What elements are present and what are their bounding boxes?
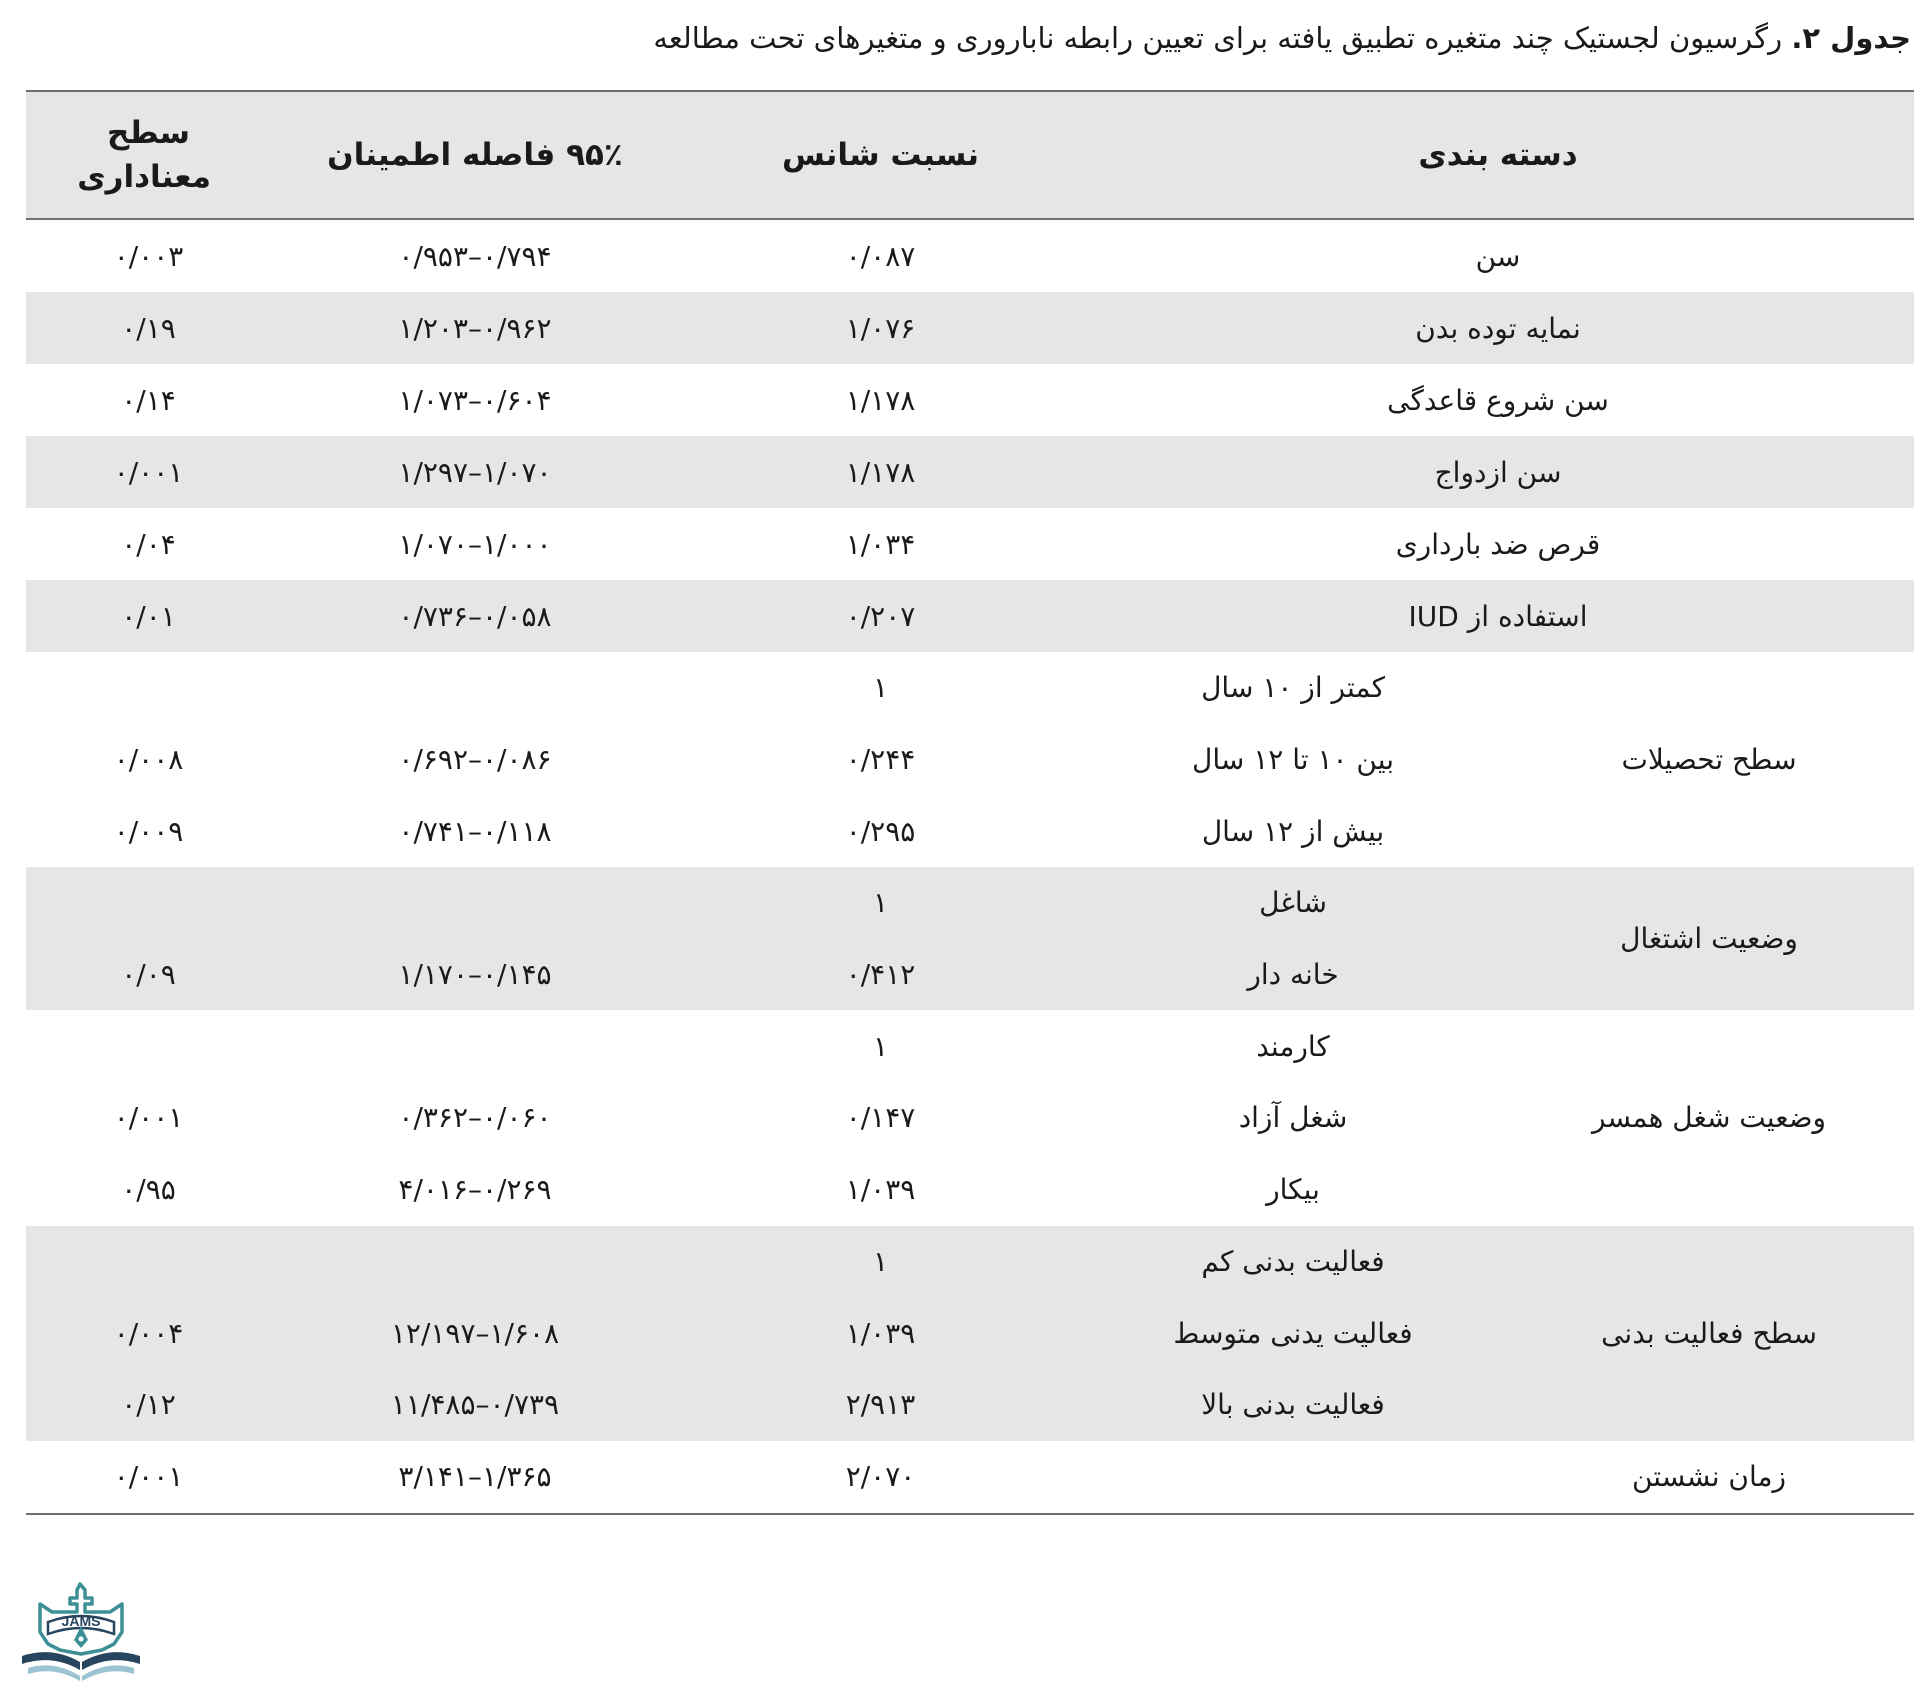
subcategory-cell: فعالیت بدنی بالا: [1082, 1369, 1504, 1441]
table-row: [26, 652, 1914, 724]
odds-cell: ۱/۰۷۶: [679, 292, 1082, 364]
odds-cell: ۰/۱۴۷: [845, 1101, 916, 1135]
table-row: [26, 219, 1914, 292]
group-name-cell: وضعیت شغل همسر: [1591, 1101, 1827, 1135]
table-row: [26, 1010, 1914, 1082]
subcategory-cell: خانه دار: [1082, 939, 1504, 1011]
sig-cell: ۰/۰۹: [26, 939, 271, 1011]
sig-cell: ۰/۰۰۱: [113, 1101, 184, 1135]
ci-cell: ۰/۷۳۹–۱۱/۴۸۵: [271, 1369, 679, 1441]
table-row: [26, 867, 1914, 939]
results-table: [26, 90, 1914, 1515]
sig-cell: [26, 1226, 271, 1298]
table-row: [26, 364, 1914, 436]
sig-cell: ۰/۱۲: [26, 1369, 271, 1441]
table-row: [26, 292, 1914, 364]
group-name-cell: سطح فعالیت بدنی: [1504, 1226, 1914, 1441]
category-cell: سن: [1475, 239, 1521, 273]
odds-cell: ۲/۹۱۳: [679, 1369, 1082, 1441]
ci-cell: ۱/۰۷۰–۱/۲۹۷: [271, 436, 679, 508]
odds-cell: ۱/۰۳۹: [679, 1297, 1082, 1369]
subcategory-cell: کمتر از ۱۰ سال: [1201, 671, 1385, 705]
sig-cell: ۰/۰۱: [26, 580, 271, 652]
header-sig: سطح معناداری: [26, 91, 271, 219]
sig-cell: ۰/۰۰۳: [113, 239, 184, 273]
subcategory-cell: بین ۱۰ تا ۱۲ سال: [1192, 743, 1394, 777]
ci-cell: ۰/۶۰۴–۱/۰۷۳: [398, 383, 552, 417]
table-row: [26, 1441, 1914, 1514]
odds-cell: ۱/۰۳۹: [845, 1173, 916, 1207]
odds-cell: ۱: [679, 867, 1082, 939]
header-ci: ۹۵٪ فاصله اطمینان: [271, 91, 679, 219]
sig-cell: ۰/۰۰۹: [113, 814, 184, 848]
category-cell: سن ازدواج: [1082, 436, 1914, 508]
ci-cell: [271, 652, 679, 724]
ci-cell: [271, 1226, 679, 1298]
ci-cell: ۱/۶۰۸–۱۲/۱۹۷: [271, 1297, 679, 1369]
odds-cell: ۰/۴۱۲: [679, 939, 1082, 1011]
sig-cell: [26, 867, 271, 939]
jams-logo: [18, 1582, 144, 1686]
ci-cell: [271, 867, 679, 939]
sig-cell: ۰/۹۵: [121, 1173, 176, 1207]
header-row: [26, 91, 1914, 219]
category-cell: نمایه توده بدن: [1082, 292, 1914, 364]
sig-cell: ۰/۱۹: [26, 292, 271, 364]
subcategory-cell: [1082, 1441, 1504, 1514]
caption-text: رگرسیون لجستیک چند متغیره تطبیق یافته برای تعیین رابطه ناباروری و متغیرهای تحت مطالعه: [653, 21, 1792, 55]
odds-cell: ۰/۲۹۵: [845, 814, 916, 848]
ci-cell: ۰/۱۴۵–۱/۱۷۰: [271, 939, 679, 1011]
subcategory-cell: فعالیت بدنی کم: [1082, 1226, 1504, 1298]
sig-cell: [26, 652, 271, 724]
ci-cell: [271, 1010, 679, 1082]
odds-cell: ۰/۲۰۷: [679, 580, 1082, 652]
odds-cell: ۰/۰۸۷: [845, 239, 916, 273]
sig-cell: [26, 1010, 271, 1082]
subcategory-cell: کارمند: [1256, 1029, 1330, 1063]
odds-cell: ۲/۰۷۰: [679, 1441, 1082, 1514]
group-name-cell: وضعیت اشتغال: [1504, 867, 1914, 1010]
logo-text: JAMS: [61, 1613, 101, 1629]
group-name-cell: زمان نشستن: [1504, 1441, 1914, 1514]
ci-cell: ۰/۰۸۶–۰/۶۹۲: [398, 743, 552, 777]
group-name-cell: سطح تحصیلات: [1621, 743, 1797, 777]
category-cell: قرص ضد بارداری: [1395, 527, 1601, 561]
odds-cell: ۱: [872, 671, 889, 705]
ci-cell: ۰/۰۵۸–۰/۷۳۶: [271, 580, 679, 652]
ci-cell: ۱/۰۰۰–۱/۰۷۰: [398, 527, 552, 561]
odds-cell: ۱/۱۷۸: [845, 383, 916, 417]
odds-cell: ۱/۱۷۸: [679, 436, 1082, 508]
ci-cell: ۰/۷۹۴–۰/۹۵۳: [398, 239, 552, 273]
subcategory-cell: بیکار: [1266, 1173, 1320, 1207]
subcategory-cell: بیش از ۱۲ سال: [1201, 814, 1385, 848]
sig-cell: ۰/۰۰۱: [26, 1441, 271, 1514]
subcategory-cell: فعالیت یدنی متوسط: [1082, 1297, 1504, 1369]
table-row: [26, 580, 1914, 652]
sig-cell: ۰/۰۰۴: [26, 1297, 271, 1369]
odds-cell: ۱/۰۳۴: [845, 527, 916, 561]
caption-label: جدول ۲.: [1791, 21, 1911, 55]
sig-cell: ۰/۰۴: [121, 527, 176, 561]
header-odds: نسبت شانس: [679, 91, 1082, 219]
odds-cell: ۰/۲۴۴: [845, 743, 916, 777]
subcategory-cell: شغل آزاد: [1238, 1101, 1348, 1135]
sig-cell: ۰/۰۰۸: [113, 743, 184, 777]
odds-cell: ۱: [679, 1226, 1082, 1298]
ci-cell: ۰/۹۶۲–۱/۲۰۳: [271, 292, 679, 364]
table-row: [26, 508, 1914, 580]
table-caption: [653, 14, 1911, 62]
ci-cell: ۰/۲۶۹–۴/۰۱۶: [398, 1173, 552, 1207]
subcategory-cell: شاغل: [1082, 867, 1504, 939]
table-row: [26, 1226, 1914, 1298]
category-cell: سن شروع قاعدگی: [1387, 383, 1609, 417]
sig-cell: ۰/۱۴: [121, 383, 176, 417]
ci-cell: ۰/۱۱۸–۰/۷۴۱: [398, 814, 552, 848]
ci-cell: ۱/۳۶۵–۳/۱۴۱: [271, 1441, 679, 1514]
table-row: [26, 436, 1914, 508]
sig-cell: ۰/۰۰۱: [26, 436, 271, 508]
ci-cell: ۰/۰۶۰–۰/۳۶۲: [398, 1101, 552, 1135]
header-category: دسته بندی: [1082, 91, 1914, 219]
category-cell: استفاده از IUD: [1082, 580, 1914, 652]
odds-cell: ۱: [872, 1029, 889, 1063]
